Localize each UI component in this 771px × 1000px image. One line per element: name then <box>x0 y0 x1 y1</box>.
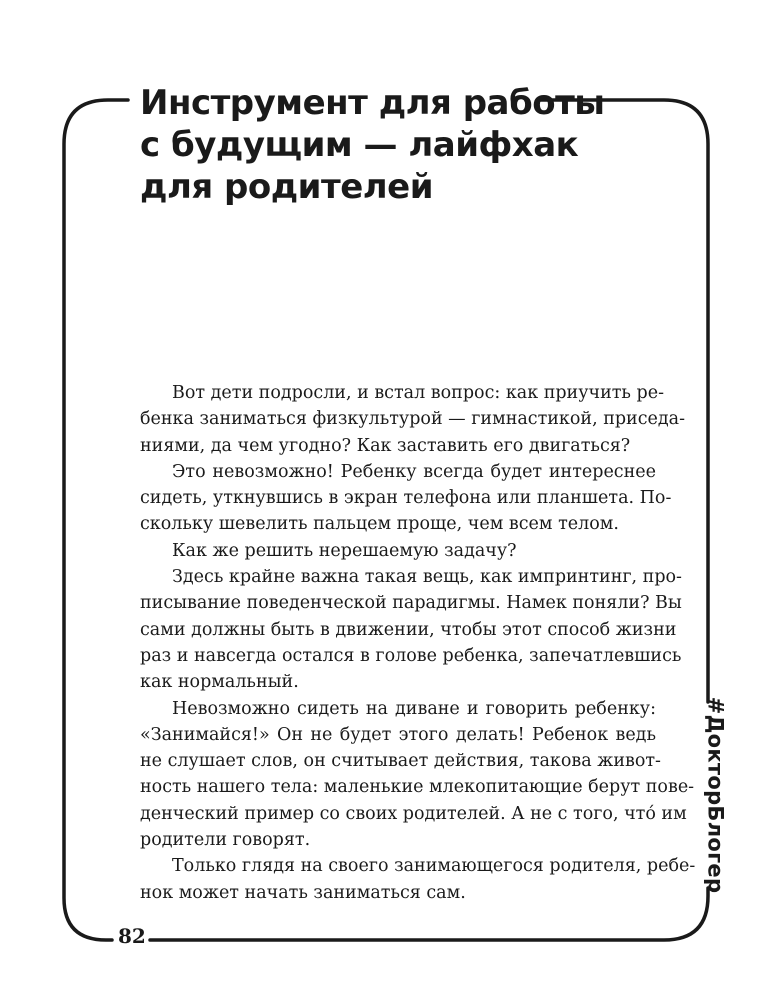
body-line: сидеть, уткнувшись в экран телефона или планшета. По- <box>140 488 672 509</box>
body-line: родители говорят. <box>140 830 311 851</box>
body-line: Здесь крайне важна такая вещь, как импринтинг, про- <box>172 567 682 588</box>
body-text <box>140 380 696 906</box>
chapter-title-line: Инструмент для работы <box>140 83 605 123</box>
chapter-title-line: для родителей <box>140 167 434 207</box>
body-line: ниями, да чем угодно? Как заставить его двигаться? <box>140 435 631 456</box>
body-line: Только глядя на своего занимающегося родителя, ребе- <box>172 856 696 877</box>
frame-line-left <box>64 100 128 940</box>
chapter-title <box>140 82 605 208</box>
body-line: Это невозможно! Ребенку всегда будет интереснее <box>172 461 656 482</box>
body-line: «Занимайся!» Он не будет этого делать! Ребенок ведь <box>140 724 656 745</box>
body-line: бенка заниматься физкультурой — гимнастикой, приседа- <box>140 409 686 430</box>
body-line: Вот дети подросли, и встал вопрос: как приучить ре- <box>172 383 664 403</box>
side-hashtag <box>695 696 735 894</box>
body-line: раз и навсегда остался в голове ребенка, запечатлевшись <box>140 645 682 666</box>
body-line: Как же решить нерешаемую задачу? <box>172 540 517 561</box>
page-number: 82 <box>118 924 146 948</box>
body-line: писывание поведенческой парадигмы. Намек поняли? Вы <box>140 593 682 614</box>
body-line: скольку шевелить пальцем проще, чем всем телом. <box>140 514 619 535</box>
body-line: сами должны быть в движении, чтобы этот способ жизни <box>140 619 677 640</box>
body-line: денческий пример со своих родителей. А не с того, что́ им <box>140 803 687 824</box>
chapter-title-line: с будущим — лайфхак <box>140 125 579 165</box>
side-hashtag-text: #ДокторБлогер <box>703 696 728 894</box>
body-line: не слушает слов, он считывает действия, такова живот- <box>140 751 661 772</box>
body-line: как нормальный. <box>140 672 299 693</box>
body-line: Невозможно сидеть на диване и говорить ребенку: <box>172 698 656 719</box>
body-line: ность нашего тела: маленькие млекопитающие берут пове- <box>140 777 695 798</box>
body-line: нок может начать заниматься сам. <box>140 882 466 903</box>
